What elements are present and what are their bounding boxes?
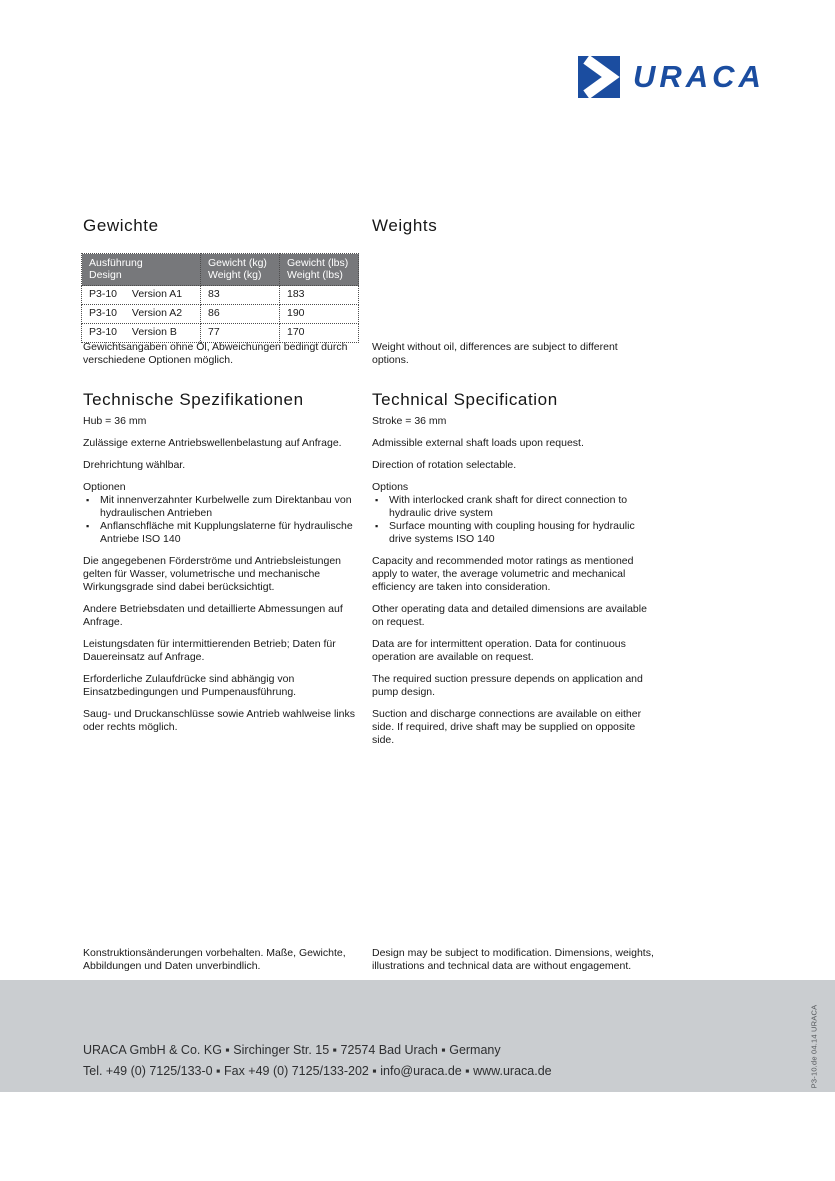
cell-kg: 77 <box>201 324 280 343</box>
paragraph: Design may be subject to modification. Dimensions, weights, illustrations and technical data are without engagement. <box>372 946 654 972</box>
company-address <box>83 1040 552 1082</box>
contact-line: Tel. +49 (0) 7125/133-0 ▪ Fax +49 (0) 7125/133-202 ▪ info@uraca.de ▪ www.uraca.de <box>83 1064 552 1078</box>
header-lbs-en: Weight (lbs) <box>287 269 343 281</box>
cell-design <box>82 324 201 343</box>
table-row <box>82 324 359 343</box>
paragraph: Leistungsdaten für intermittierenden Betrieb; Daten für Dauereinsatz auf Anfrage. <box>83 638 336 663</box>
header-design-en: Design <box>89 269 122 281</box>
cell-lbs: 183 <box>280 286 359 305</box>
disclaimer-en <box>372 936 654 983</box>
paragraph: Saug- und Druckanschlüsse sowie Antrieb wahlweise links oder rechts möglich. <box>83 708 355 733</box>
paragraph: Other operating data and detailed dimensions are available on request. <box>372 603 647 628</box>
paragraph: Data are for intermittent operation. Data for continuous operation are available on request. <box>372 638 626 663</box>
bullet-square-icon: ▪ <box>86 495 90 505</box>
spec-column-en <box>372 415 649 756</box>
paragraph: Andere Betriebsdaten und detaillierte Abmessungen auf Anfrage. <box>83 603 343 628</box>
header-weight-kg <box>201 254 280 286</box>
options-list-de <box>83 494 360 546</box>
cell-design <box>82 286 201 305</box>
disclaimer-de <box>83 936 365 983</box>
model-label: P3-10 <box>89 307 118 319</box>
weights-table <box>81 253 359 343</box>
paragraph: Weight without oil, differences are subject to different options. <box>372 341 618 366</box>
paragraph: Capacity and recommended motor ratings as mentioned apply to water, the average volumetric and mechanical efficiency are taken into consideration. <box>372 555 634 593</box>
option-text: Anflanschfläche mit Kupplungslaterne für hydraulische Antriebe ISO 140 <box>100 520 353 545</box>
bullet-square-icon: ▪ <box>86 521 90 531</box>
paragraph: Drehrichtung wählbar. <box>83 459 186 471</box>
heading-gewichte: Gewichte <box>83 216 159 235</box>
table-row <box>82 286 359 305</box>
document-code-vertical: P3-10.de 04.14 URACA <box>809 1004 819 1089</box>
spec-column-de <box>83 415 360 743</box>
option-item <box>372 520 649 546</box>
version-label: Version A1 <box>131 288 183 300</box>
option-item <box>83 494 360 520</box>
bullet-square-icon: ▪ <box>375 495 379 505</box>
header-kg-de: Gewicht (kg) <box>208 257 267 269</box>
table-row <box>82 305 359 324</box>
spec-stroke-de: Hub = 36 mm <box>83 415 147 427</box>
heading-spec-en: Technical Specification <box>372 390 558 409</box>
spec-stroke-en: Stroke = 36 mm <box>372 415 447 427</box>
weights-note-en <box>372 341 648 376</box>
paragraph: Direction of rotation selectable. <box>372 459 517 471</box>
bullet-square-icon: ▪ <box>375 521 379 531</box>
option-text: With interlocked crank shaft for direct connection to hydraulic drive system <box>389 494 628 519</box>
paragraph: Zulässige externe Antriebswellenbelastung auf Anfrage. <box>83 437 342 449</box>
option-item <box>372 494 649 520</box>
header-weight-lbs <box>280 254 359 286</box>
model-label: P3-10 <box>89 288 118 300</box>
paragraph: Konstruktionsänderungen vorbehalten. Maße, Gewichte, Abbildungen und Daten unverbindlich. <box>83 946 346 972</box>
paragraph: Suction and discharge connections are available on either side. If required, drive shaft may be supplied on opposite side. <box>372 708 642 746</box>
version-label: Version B <box>131 326 177 338</box>
cell-lbs: 190 <box>280 305 359 324</box>
cell-lbs: 170 <box>280 324 359 343</box>
heading-weights: Weights <box>372 216 438 235</box>
option-text: Mit innenverzahnter Kurbelwelle zum Direktanbau von hydraulischen Antrieben <box>100 494 352 519</box>
option-item <box>83 520 360 546</box>
options-label-de: Optionen <box>83 481 126 493</box>
cell-kg: 83 <box>201 286 280 305</box>
options-list-en <box>372 494 649 546</box>
heading-spec-de: Technische Spezifikationen <box>83 390 304 409</box>
uraca-logo <box>578 56 765 98</box>
weights-note-de <box>83 341 359 376</box>
cell-kg: 86 <box>201 305 280 324</box>
paragraph: The required suction pressure depends on application and pump design. <box>372 673 643 698</box>
address-line: URACA GmbH & Co. KG ▪ Sirchinger Str. 15 ▪ 72574 Bad Urach ▪ Germany <box>83 1043 501 1057</box>
paragraph: Erforderliche Zulaufdrücke sind abhängig von Einsatzbedingungen und Pumpenausführung. <box>83 673 297 698</box>
model-label: P3-10 <box>89 326 118 338</box>
cell-design <box>82 305 201 324</box>
paragraph: Die angegebenen Förderströme und Antriebsleistungen gelten für Wasser, volumetrische und mechanische Wirkungsgrade sind dabei berücksichtigt. <box>83 555 342 593</box>
options-label-en: Options <box>372 481 409 493</box>
header-kg-en: Weight (kg) <box>208 269 262 281</box>
version-label: Version A2 <box>131 307 183 319</box>
option-text: Surface mounting with coupling housing for hydraulic drive systems ISO 140 <box>389 520 635 545</box>
header-lbs-de: Gewicht (lbs) <box>287 257 349 269</box>
paragraph: Gewichtsangaben ohne Öl, Abweichungen bedingt durch verschiedene Optionen möglich. <box>83 341 348 366</box>
paragraph: Admissible external shaft loads upon request. <box>372 437 584 449</box>
table-header-row <box>82 254 359 286</box>
uraca-arrow-icon <box>578 56 620 98</box>
header-design-de: Ausführung <box>89 257 143 269</box>
header-design <box>82 254 201 286</box>
uraca-wordmark: URACA <box>633 59 765 94</box>
